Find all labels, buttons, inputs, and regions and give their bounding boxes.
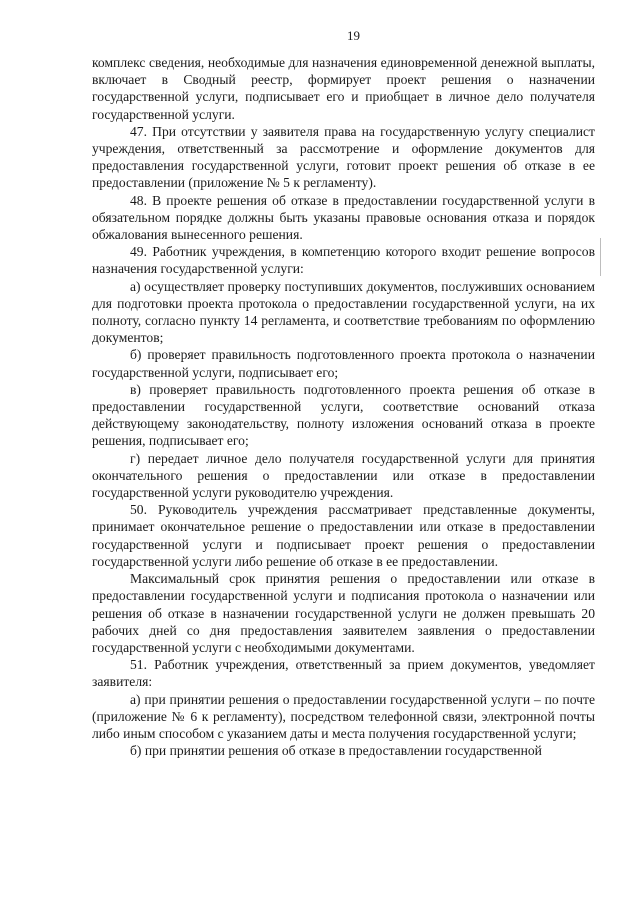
paragraph: 47. При отсутствии у заявителя права на государственную услугу специалист учреждения, ответственный за рассмотрение и оформление документов для предоставления государственной услуги, готовит проект решения об отказе в ее предоставлении (приложение № 5 к регламенту). bbox=[92, 123, 595, 191]
paragraph: 50. Руководитель учреждения рассматривает представленные документы, принимает окончательное решение о предоставлении или отказе в предоставлении государственной услуги и подписывает проект решения о предоставлении государственной услуги либо решение об отказе в ее предоставлении. bbox=[92, 502, 595, 569]
paragraph: 49. Работник учреждения, в компетенцию которого входит решение вопросов назначения государственной услуги: bbox=[92, 244, 595, 277]
margin-mark bbox=[600, 238, 601, 276]
document-body bbox=[92, 54, 595, 759]
page-number: 19 bbox=[347, 28, 360, 43]
paragraph: а) при принятии решения о предоставлении государственной услуги – по почте (приложение № 6 к регламенту), посредством телефонной связи, электронной почты либо иным способом с указанием даты и места получения государственной услуги; bbox=[92, 691, 595, 741]
paragraph: Максимальный срок принятия решения о предоставлении или отказе в предоставлении государственной услуги и подписания протокола о назначении или решения об отказе в назначении государственной услуги не должен превышать 20 рабочих дней со дня предоставления заявителем заявления о предоставлении государственной услуги с необходимыми документами. bbox=[92, 571, 595, 655]
paragraph: б) при принятии решения об отказе в предоставлении государственной bbox=[130, 743, 542, 759]
paragraph: в) проверяет правильность подготовленного проекта решения об отказе в предоставлении государственной услуги, соответствие оснований отказа действующему законодательству, полноту изложения оснований отказа в проекте решения, подписывает его; bbox=[92, 381, 595, 449]
paragraph: а) осуществляет проверку поступивших документов, послуживших основанием для подготовки проекта протокола о предоставлении государственной услуги, на их полноту, согласно пункту 14 регламента, и соответствие требованиям по оформлению документов; bbox=[92, 278, 595, 346]
paragraph: комплекс сведения, необходимые для назначения единовременной денежной выплаты, включает в Сводный реестр, формирует проект решения о назначении государственной услуги, подписывает его и приобщает в личное дело получателя государственной услуги. bbox=[92, 55, 595, 122]
paragraph: г) передает личное дело получателя государственной услуги для принятия окончательного решения о предоставлении или отказе в предоставлении государственной услуги руководителю учреждения. bbox=[92, 450, 595, 501]
paragraph: 51. Работник учреждения, ответственный за прием документов, уведомляет заявителя: bbox=[92, 657, 595, 690]
paragraph: б) проверяет правильность подготовленного проекта протокола о назначении государственной услуги, подписывает его; bbox=[92, 347, 595, 380]
paragraph: 48. В проекте решения об отказе в предоставлении государственной услуги в обязательном порядке должны быть указаны правовые основания отказа и порядок обжалования вынесенного решения. bbox=[92, 192, 595, 243]
